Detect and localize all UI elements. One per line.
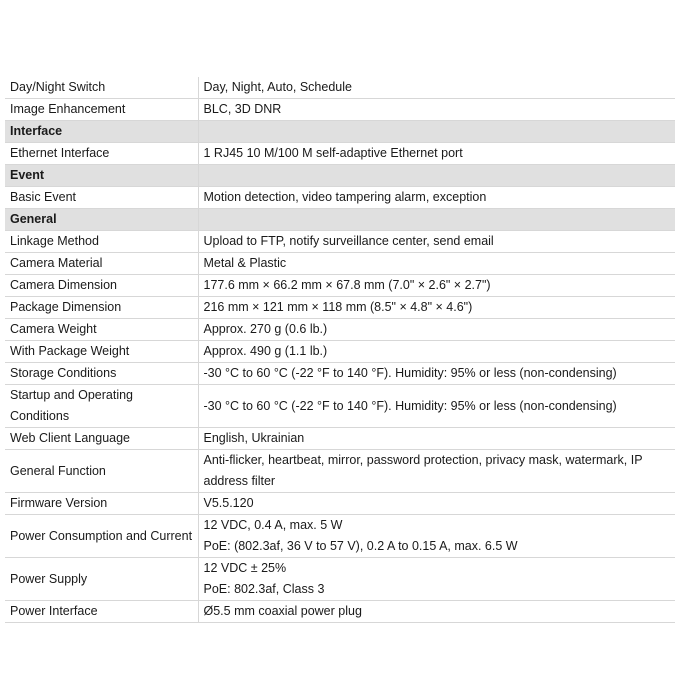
spec-row-image-enhancement: [5, 99, 675, 121]
spec-row-power-consumption-and-current: [5, 515, 675, 558]
spec-value: [198, 558, 675, 601]
spec-label-line: Conditions: [10, 409, 70, 423]
spec-value-line: PoE: (802.3af, 36 V to 57 V), 0.2 A to 0.15 A, max. 6.5 W: [203, 539, 518, 553]
spec-value: [198, 319, 675, 341]
spec-label: Camera Material: [5, 253, 198, 275]
spec-label: Power Consumption and Current: [5, 515, 198, 558]
spec-value-line: 177.6 mm × 66.2 mm × 67.8 mm (7.0" × 2.6" × 2.7"): [203, 278, 491, 292]
spec-row-ethernet-interface: [5, 143, 675, 165]
spec-value: [198, 515, 675, 558]
spec-label: Storage Conditions: [5, 363, 198, 385]
section-header-general: [5, 209, 675, 231]
spec-value: [198, 253, 675, 275]
spec-value: [198, 231, 675, 253]
spec-label: Web Client Language: [5, 428, 198, 450]
section-filler: [198, 209, 675, 231]
spec-value-line: PoE: 802.3af, Class 3: [203, 582, 325, 596]
spec-label: With Package Weight: [5, 341, 198, 363]
section-header-event: [5, 165, 675, 187]
spec-value-line: Approx. 490 g (1.1 lb.): [203, 344, 328, 358]
spec-label-line: Startup and Operating: [10, 388, 133, 402]
spec-row-power-interface: [5, 601, 675, 623]
spec-row-general-function: [5, 450, 675, 493]
spec-row-firmware-version: [5, 493, 675, 515]
spec-value: [198, 385, 675, 428]
spec-row-with-package-weight: [5, 341, 675, 363]
spec-value: [198, 601, 675, 623]
spec-label: Image Enhancement: [5, 99, 198, 121]
spec-label: Power Interface: [5, 601, 198, 623]
spec-value: [198, 363, 675, 385]
spec-value-line: -30 °C to 60 °C (-22 °F to 140 °F). Humidity: 95% or less (non-condensing): [203, 366, 617, 380]
spec-value: [198, 99, 675, 121]
spec-value-line: address filter: [203, 474, 276, 488]
spec-label: [5, 385, 198, 428]
spec-label: Firmware Version: [5, 493, 198, 515]
spec-row-basic-event: [5, 187, 675, 209]
spec-value-line: English, Ukrainian: [203, 431, 305, 445]
spec-value-line: 12 VDC, 0.4 A, max. 5 W: [203, 518, 343, 532]
spec-value: [198, 450, 675, 493]
spec-label: General Function: [5, 450, 198, 493]
spec-row-camera-material: [5, 253, 675, 275]
spec-row-linkage-method: [5, 231, 675, 253]
spec-row-web-client-language: [5, 428, 675, 450]
spec-value: [198, 187, 675, 209]
section-title: Interface: [5, 121, 198, 143]
spec-value: [198, 428, 675, 450]
section-title: General: [5, 209, 198, 231]
spec-value-line: BLC, 3D DNR: [203, 102, 282, 116]
spec-value-line: Upload to FTP, notify surveillance center, send email: [203, 234, 494, 248]
spec-value-line: V5.5.120: [203, 496, 254, 510]
spec-label: Package Dimension: [5, 297, 198, 319]
spec-value: [198, 143, 675, 165]
spec-value-line: Metal & Plastic: [203, 256, 287, 270]
spec-label: Ethernet Interface: [5, 143, 198, 165]
spec-label: Basic Event: [5, 187, 198, 209]
spec-row-camera-dimension: [5, 275, 675, 297]
spec-value: [198, 275, 675, 297]
spec-value: [198, 341, 675, 363]
spec-row-package-dimension: [5, 297, 675, 319]
spec-label: Linkage Method: [5, 231, 198, 253]
spec-row-startup-and-operating-conditions: [5, 385, 675, 428]
spec-table: [5, 77, 675, 623]
spec-value-line: 12 VDC ± 25%: [203, 561, 287, 575]
spec-value-line: 216 mm × 121 mm × 118 mm (8.5" × 4.8" × 4.6"): [203, 300, 473, 314]
spec-value: [198, 77, 675, 99]
spec-label: Camera Dimension: [5, 275, 198, 297]
spec-value-line: Anti-flicker, heartbeat, mirror, password protection, privacy mask, watermark, IP: [203, 453, 643, 467]
spec-value-line: Motion detection, video tampering alarm, exception: [203, 190, 487, 204]
spec-value-line: Approx. 270 g (0.6 lb.): [203, 322, 328, 336]
spec-value-line: 1 RJ45 10 M/100 M self-adaptive Ethernet port: [203, 146, 463, 160]
section-title: Event: [5, 165, 198, 187]
section-header-interface: [5, 121, 675, 143]
spec-table-body: [5, 77, 675, 623]
spec-label: Day/Night Switch: [5, 77, 198, 99]
spec-row-power-supply: [5, 558, 675, 601]
spec-label: Power Supply: [5, 558, 198, 601]
spec-value: [198, 493, 675, 515]
section-filler: [198, 121, 675, 143]
spec-row-storage-conditions: [5, 363, 675, 385]
spec-row-camera-weight: [5, 319, 675, 341]
spec-value-line: Day, Night, Auto, Schedule: [203, 80, 352, 94]
spec-row-day-night-switch: [5, 77, 675, 99]
spec-value-line: Ø5.5 mm coaxial power plug: [203, 604, 362, 618]
spec-label: Camera Weight: [5, 319, 198, 341]
spec-value-line: -30 °C to 60 °C (-22 °F to 140 °F). Humidity: 95% or less (non-condensing): [203, 398, 617, 413]
spec-value: [198, 297, 675, 319]
section-filler: [198, 165, 675, 187]
